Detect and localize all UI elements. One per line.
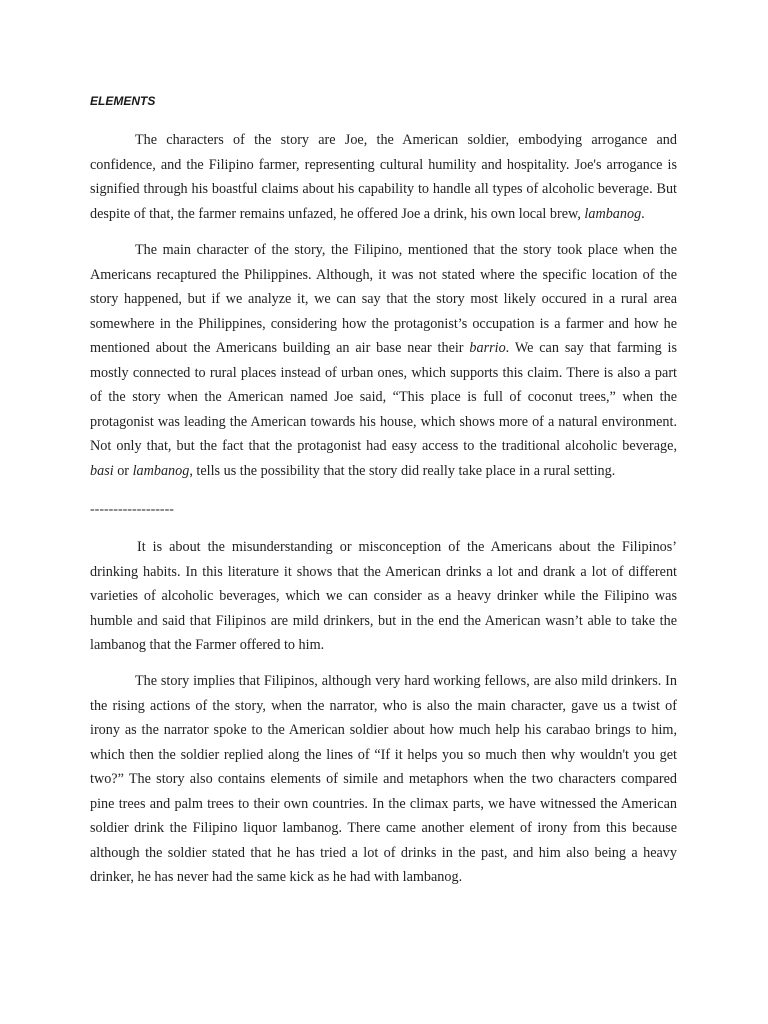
paragraph-theme: It is about the misunderstanding or misconception of the Americans about the Filipinos’ drinking habits. In this literature it shows that the American drinks a lot and drank a lot of different varieties of alcoholic beverages, which we can consider as a heavy drinker while the Filipino was humble and said that Filipinos are mild drinkers, but in the end the American wasn’t able to take the lambanog that the Farmer offered to him. bbox=[90, 539, 677, 653]
section-divider: ------------------ bbox=[90, 502, 174, 517]
italic-term: lambanog bbox=[132, 462, 190, 479]
paragraph-text: or bbox=[113, 462, 133, 479]
paragraph-text: . bbox=[641, 205, 645, 222]
italic-term: lambanog bbox=[584, 205, 642, 222]
paragraph-text: The characters of the story are Joe, the American soldier, embodying arrogance and confidence, and the Filipino farmer, representing cultural humility and hospitality. Joe's arrogance is signified through his boastful claims about his capability to handle all types of alcoholic beverage. But despite of that, the farmer remains unfazed, he offered Joe a drink, his own local brew, bbox=[90, 132, 677, 222]
section-heading: ELEMENTS bbox=[90, 94, 156, 108]
paragraph-characters bbox=[90, 128, 677, 226]
paragraph-text: , tells us the possibility that the story did really take place in a rural setting. bbox=[189, 462, 616, 479]
paragraph-setting bbox=[90, 238, 677, 483]
paragraph-text: The main character of the story, the Filipino, mentioned that the story took place when the Americans recaptured the Philippines. Although, it was not stated where the specific location of the story happened, but if we analyze it, we can say that the story most likely occured in a rural area somewhere in the Philippines, considering how the protagonist’s occupation is a farmer and how he mentioned about the Americans building an air base near their bbox=[90, 242, 677, 356]
paragraph-analysis: The story implies that Filipinos, although very hard working fellows, are also mild drinkers. In the rising actions of the story, when the narrator, who is also the main character, gave us a twist of irony as the narrator spoke to the American soldier about how much help his carabao brings to him, which then the soldier replied along the lines of “If it helps you so much then why wouldn't you get two?” The story also contains elements of simile and metaphors when the two characters compared pine trees and palm trees to their own countries. In the climax parts, we have witnessed the American soldier drink the Filipino liquor lambanog. There came another element of irony from this because although the soldier stated that he has tried a lot of drinks in the past, and him also being a heavy drinker, he has never had the same kick as he had with lambanog. bbox=[90, 673, 677, 885]
italic-term: basi bbox=[90, 462, 114, 479]
paragraph-text: . We can say that farming is mostly connected to rural places instead of urban ones, which supports this claim. There is also a part of the story when the American named Joe said, “This place is full of coconut trees,” when the protagonist was leading the American towards his house, which shows more of a natural environment. Not only that, but the fact that the protagonist had easy access to the traditional alcoholic beverage, bbox=[90, 340, 677, 454]
italic-term: barrio bbox=[469, 340, 506, 356]
